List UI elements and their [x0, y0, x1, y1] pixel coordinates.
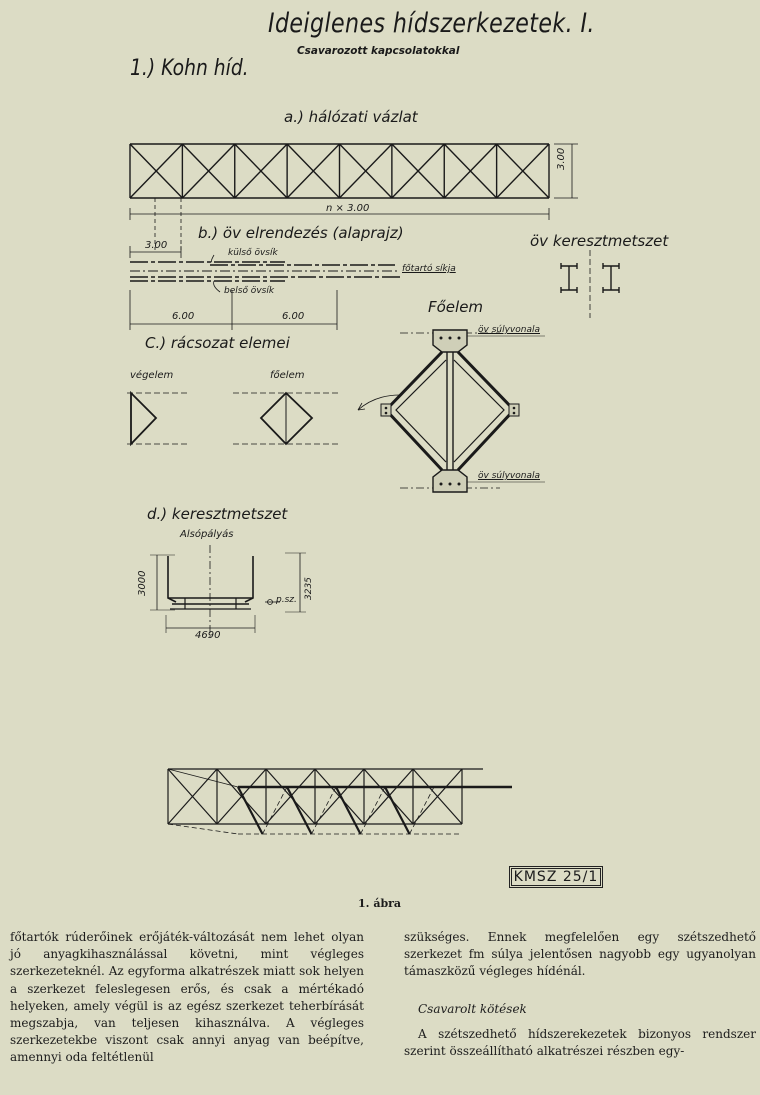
dim-d-height: 3000: [137, 570, 148, 596]
dim-height: 3.00: [556, 147, 567, 170]
figure-caption: 1. ábra: [358, 897, 402, 910]
label-detail-main: Főelem: [428, 298, 484, 316]
dim-d-width: 4690: [195, 630, 221, 641]
figure-tag: KMSZ 25/1: [509, 866, 603, 888]
bridge-cross-section: [150, 545, 306, 640]
dim-b-left: 6.00: [172, 311, 195, 322]
paragraph: szükséges. Ennek megfelelően egy szétszedhető szerkezet fm súlya jelentősen nagyobb egy ugyanolyan támaszközű végleges hídénál.: [404, 930, 756, 979]
label-chord-cross-section: öv keresztmetszet: [530, 232, 669, 250]
label-outer-chord: külső övsík: [228, 248, 278, 258]
label-inner-chord: belső övsík: [224, 286, 275, 296]
label-end-element: végelem: [130, 370, 174, 381]
dim-b-right: 6.00: [282, 311, 305, 322]
dim-length: n × 3.00: [326, 203, 370, 214]
bolt-dots: [385, 337, 516, 486]
section-heading: Csavarolt kötések: [418, 1001, 527, 1016]
label-b-chord-layout: b.) öv elrendezés (alaprajz): [198, 224, 404, 242]
truss-assembly-perspective: [168, 769, 512, 834]
label-psz: p.sz.: [276, 595, 297, 605]
paragraph: főtartók rúderőinek erőjáték-változását nem lehet olyan jó anyagkihasználással követni, mint végleges szerkezeteknél. Az egyforma alkatrészek miatt sok helyen a szerkezet feleslegesen erős, és csak a mértékadó helyeken, amely végül is az egész szerkezet teherbírását megszabja, van teljesen kihasználva. A végleges szerkezetekbe viszont csak annyi anyag van beépítve, amennyi oda feltétlenül: [10, 930, 364, 1065]
label-chord-axis-top: öv súlyvonala: [478, 325, 540, 335]
label-chord-axis-bottom: öv súlyvonala: [478, 471, 540, 481]
paragraph: A szétszedhető hídszerekezetek bizonyos rendszer szerint összeállítható alkatrészei részben egy-: [404, 1026, 756, 1059]
dim-b-top: 3.00: [145, 240, 168, 251]
text-column-left: [10, 929, 364, 1067]
section-title: 1.) Kohn híd.: [130, 56, 249, 81]
chord-cross-section: [561, 250, 619, 318]
main-element-detail: [358, 330, 545, 492]
label-deck-type: Alsópályás: [180, 529, 234, 540]
label-d-cross-section: d.) keresztmetszet: [147, 505, 288, 523]
label-a-network: a.) hálózati vázlat: [284, 108, 418, 126]
truss-network-sketch: [130, 144, 549, 198]
page-subtitle: Csavarozott kapcsolatokkal: [297, 44, 460, 57]
label-c-lattice: C.) rácsozat elemei: [145, 334, 290, 352]
label-main-element: főelem: [270, 370, 305, 381]
text-column-right: [404, 929, 756, 1060]
page-title: Ideiglenes hídszerkezetek. I.: [268, 8, 595, 39]
label-girder-plane: főtartó síkja: [402, 264, 456, 274]
dim-d-height2: 3235: [304, 577, 314, 600]
lattice-elements: [127, 393, 340, 444]
